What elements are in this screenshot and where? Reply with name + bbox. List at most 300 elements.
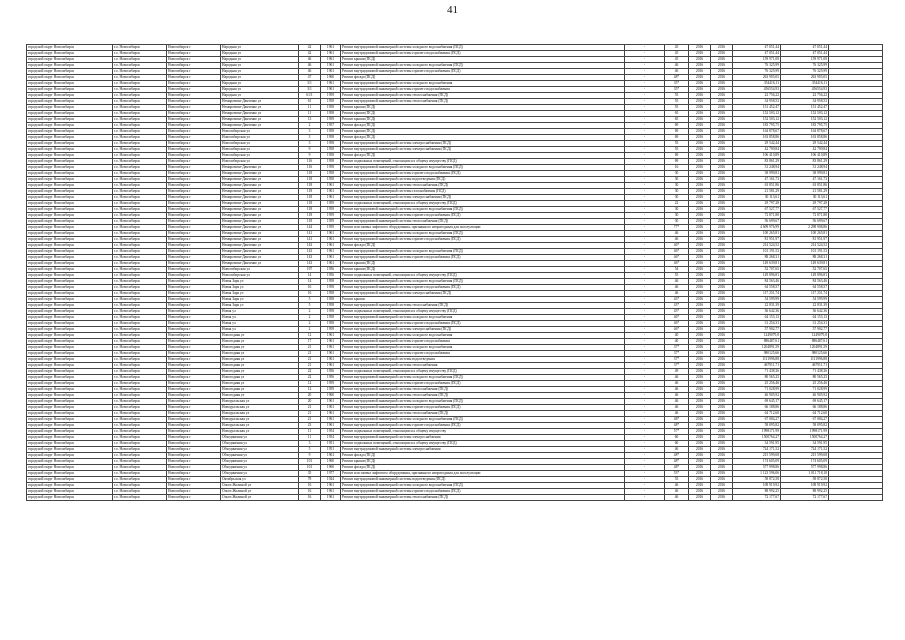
cell-f: 1958	[321, 141, 341, 147]
cell-h: -	[625, 99, 665, 105]
cell-i: 30	[665, 219, 689, 225]
cell-c: Новосибирск г	[167, 117, 221, 123]
cell-l: 76 325,99	[733, 69, 781, 75]
cell-i: 46	[665, 231, 689, 237]
cell-h: -	[625, 387, 665, 393]
cell-h: -	[625, 381, 665, 387]
cell-i: 46	[665, 447, 689, 453]
cell-e: 9	[299, 147, 321, 153]
cell-d: Немировича-Данченко ул	[221, 189, 299, 195]
cell-e: 46	[299, 69, 321, 75]
cell-g: Ремонт подвальных помещений, относящихся к общему имуществу (ПСД)	[341, 369, 625, 375]
cell-m: 72 871,88	[781, 213, 829, 219]
cell-m: 66 188,86	[781, 405, 829, 411]
cell-b: г.о. Новосибирск	[113, 381, 167, 387]
cell-d: Новогодняя ул	[221, 333, 299, 339]
cell-m: 100 265,81	[781, 231, 829, 237]
cell-l: 67 527,77	[733, 207, 781, 213]
cell-l: 215 599,68	[733, 453, 781, 459]
cell-c: Новосибирск г	[167, 159, 221, 165]
cell-i: 46	[665, 279, 689, 285]
cell-f: 1961	[321, 399, 341, 405]
cell-j: 2016	[689, 447, 711, 453]
cell-c: Новосибирск г	[167, 435, 221, 441]
cell-h: -	[625, 201, 665, 207]
cell-i: 48*	[665, 417, 689, 423]
cell-m: 34 591,95	[781, 441, 829, 447]
cell-e: 61	[299, 99, 321, 105]
cell-k: 2016	[711, 105, 733, 111]
cell-i: 55	[665, 93, 689, 99]
cell-f: 1961	[321, 195, 341, 201]
cell-g: Ремонт внутридомовой инженерной системы газоснабжения (ПСД)	[341, 189, 625, 195]
cell-c: Новосибирск г	[167, 183, 221, 189]
cell-d: Новая Заря ул	[221, 279, 299, 285]
cell-i: 46	[665, 489, 689, 495]
cell-g: Ремонт внутридомовой инженерной системы горячего водоснабжения (ПСД)	[341, 321, 625, 327]
cell-m: 81 951,97	[781, 237, 829, 243]
cell-j: 2016	[689, 75, 711, 81]
cell-g: Ремонт внутридомовой инженерной системы теплоснабжения (ПСД)	[341, 387, 625, 393]
cell-f: 1958	[321, 303, 341, 309]
cell-l: 34 591,95	[733, 441, 781, 447]
cell-i: 48*	[665, 75, 689, 81]
cell-j: 2016	[689, 147, 711, 153]
cell-f: 1961	[321, 345, 341, 351]
cell-g: Ремонт крыши	[341, 297, 625, 303]
cell-h: -	[625, 465, 665, 471]
cell-h: -	[625, 219, 665, 225]
cell-m: 151 452,47	[781, 105, 829, 111]
cell-e: 3	[299, 135, 321, 141]
cell-e: 21	[299, 351, 321, 357]
cell-f: 1954	[321, 429, 341, 435]
cell-k: 2016	[711, 141, 733, 147]
cell-a: городской округ Новосибирск	[27, 327, 113, 333]
cell-i: 46	[665, 483, 689, 489]
cell-i: 55	[665, 105, 689, 111]
cell-l: 47 051,44	[733, 51, 781, 57]
cell-i: 43*	[665, 303, 689, 309]
cell-e: 2	[299, 321, 321, 327]
cell-m: 2 298 908,86	[781, 225, 829, 231]
cell-m: 57 902,77	[781, 327, 829, 333]
cell-k: 2016	[711, 393, 733, 399]
cell-m: 159 971,08	[781, 57, 829, 63]
cell-j: 2016	[689, 303, 711, 309]
cell-c: Новосибирск г	[167, 447, 221, 453]
cell-k: 2016	[711, 171, 733, 177]
cell-h: -	[625, 183, 665, 189]
cell-b: г.о. Новосибирск	[113, 369, 167, 375]
cell-a: городской округ Новосибирск	[27, 111, 113, 117]
cell-j: 2016	[689, 429, 711, 435]
cell-j: 2016	[689, 57, 711, 63]
cell-i: 40	[665, 333, 689, 339]
cell-k: 2016	[711, 405, 733, 411]
cell-c: Новосибирск г	[167, 351, 221, 357]
cell-b: г.о. Новосибирск	[113, 447, 167, 453]
cell-h: -	[625, 81, 665, 87]
cell-h: -	[625, 399, 665, 405]
cell-a: городской округ Новосибирск	[27, 453, 113, 459]
cell-b: г.о. Новосибирск	[113, 195, 167, 201]
cell-k: 2016	[711, 375, 733, 381]
cell-j: 2016	[689, 219, 711, 225]
cell-l: 1249079,8	[733, 333, 781, 339]
cell-c: Новосибирск г	[167, 327, 221, 333]
cell-k: 2016	[711, 189, 733, 195]
cell-b: г.о. Новосибирск	[113, 153, 167, 159]
cell-i: 30	[665, 213, 689, 219]
cell-f: 1961	[321, 45, 341, 51]
cell-h: -	[625, 363, 665, 369]
cell-g: Ремонт или замена лифтового оборудования, признанного непригодным для эксплуатации	[341, 471, 625, 477]
cell-k: 2016	[711, 291, 733, 297]
cell-d: Новая Заря ул	[221, 285, 299, 291]
cell-b: г.о. Новосибирск	[113, 351, 167, 357]
cell-e: 46	[299, 57, 321, 63]
cell-f: 1960	[321, 75, 341, 81]
cell-a: городской округ Новосибирск	[27, 411, 113, 417]
cell-e: 11	[299, 435, 321, 441]
cell-a: городской округ Новосибирск	[27, 309, 113, 315]
cell-f: 1961	[321, 489, 341, 495]
cell-g: Ремонт крыши (ПСД)	[341, 111, 625, 117]
cell-m: 42 709,84	[781, 147, 829, 153]
cell-i: 46*	[665, 321, 689, 327]
cell-c: Новосибирск г	[167, 141, 221, 147]
cell-k: 2016	[711, 153, 733, 159]
cell-f: 1958	[321, 177, 341, 183]
cell-e: 2	[299, 309, 321, 315]
cell-m: 1998171,99	[781, 429, 829, 435]
cell-e: 13	[299, 117, 321, 123]
cell-f: 1958	[321, 99, 341, 105]
cell-b: г.о. Новосибирск	[113, 183, 167, 189]
cell-h: -	[625, 447, 665, 453]
cell-e: 12	[299, 333, 321, 339]
cell-h: -	[625, 63, 665, 69]
cell-i: 30	[665, 171, 689, 177]
cell-k: 2016	[711, 297, 733, 303]
cell-m: 67 527,77	[781, 207, 829, 213]
cell-g: Ремонт внутридомовой инженерной системы теплоснабжения (ПСД)	[341, 99, 625, 105]
cell-j: 2016	[689, 165, 711, 171]
cell-m: 164 878,67	[781, 129, 829, 135]
cell-l: 66 188,86	[733, 405, 781, 411]
cell-h: -	[625, 393, 665, 399]
cell-d: Немировича-Данченко ул	[221, 231, 299, 237]
cell-i: 55	[665, 99, 689, 105]
cell-c: Новосибирск г	[167, 177, 221, 183]
cell-l: 46 905,92	[733, 393, 781, 399]
cell-a: городской округ Новосибирск	[27, 429, 113, 435]
cell-h: -	[625, 261, 665, 267]
cell-m: 83 861,29	[781, 159, 829, 165]
cell-g: Ремонт внутридомовой инженерной системы электроснабжения (ПСД)	[341, 147, 625, 153]
cell-m: 263 905,05	[781, 75, 829, 81]
cell-b: г.о. Новосибирск	[113, 111, 167, 117]
cell-c: Новосибирск г	[167, 309, 221, 315]
cell-m: 31 254,31	[781, 321, 829, 327]
cell-g: Ремонт внутридомовой инженерной системы холодного водоснабжения (ПСД)	[341, 279, 625, 285]
cell-l: 100 265,81	[733, 231, 781, 237]
cell-h: -	[625, 123, 665, 129]
cell-b: г.о. Новосибирск	[113, 231, 167, 237]
cell-k: 2016	[711, 303, 733, 309]
cell-b: г.о. Новосибирск	[113, 327, 167, 333]
cell-i: 16	[665, 165, 689, 171]
cell-d: Немировича-Данченко ул	[221, 207, 299, 213]
cell-f: 1959	[321, 327, 341, 333]
cell-g: Ремонт внутридомовой инженерной системы теплоснабжения (ПСД)	[341, 393, 625, 399]
cell-i: 65	[665, 111, 689, 117]
cell-j: 2016	[689, 405, 711, 411]
cell-c: Новосибирск г	[167, 225, 221, 231]
cell-k: 2016	[711, 183, 733, 189]
cell-j: 2016	[689, 411, 711, 417]
cell-b: г.о. Новосибирск	[113, 429, 167, 435]
cell-m: 64 712,60	[781, 411, 829, 417]
cell-g: Ремонт внутридомовой инженерной системы теплоснабжения (ПСД)	[341, 219, 625, 225]
cell-l: 980125,66	[733, 351, 781, 357]
cell-i: 45	[665, 45, 689, 51]
cell-g: Ремонт внутридомовой инженерной системы электроснабжения	[341, 447, 625, 453]
cell-d: Новосибирская ул	[221, 129, 299, 135]
cell-h: -	[625, 117, 665, 123]
cell-g: Ремонт внутридомовой инженерной системы горячего водоснабжения (ПСД)	[341, 423, 625, 429]
cell-g: Ремонт внутридомовой инженерной системы горячего водоснабжения	[341, 87, 625, 93]
cell-f: 1958	[321, 291, 341, 297]
cell-k: 2016	[711, 123, 733, 129]
cell-f: 1957	[321, 123, 341, 129]
cell-e: 118	[299, 195, 321, 201]
cell-f: 1961	[321, 57, 341, 63]
cell-e: 118	[299, 177, 321, 183]
cell-a: городской округ Новосибирск	[27, 489, 113, 495]
cell-g: Ремонт внутридомовой инженерной системы водоотведения (ПСД)	[341, 177, 625, 183]
cell-a: городской округ Новосибирск	[27, 417, 113, 423]
cell-j: 2016	[689, 129, 711, 135]
cell-b: г.о. Новосибирск	[113, 393, 167, 399]
cell-g: Ремонт крыши (ПСД)	[341, 267, 625, 273]
cell-c: Новосибирск г	[167, 483, 221, 489]
cell-a: городской округ Новосибирск	[27, 207, 113, 213]
cell-c: Новосибирск г	[167, 471, 221, 477]
cell-f: 1961	[321, 51, 341, 57]
cell-e: 118	[299, 171, 321, 177]
cell-b: г.о. Новосибирск	[113, 219, 167, 225]
cell-e: 143	[299, 261, 321, 267]
cell-m: 980125,66	[781, 351, 829, 357]
cell-h: -	[625, 231, 665, 237]
cell-h: -	[625, 153, 665, 159]
cell-a: городской округ Новосибирск	[27, 291, 113, 297]
cell-d: Немировича-Данченко ул	[221, 243, 299, 249]
cell-m: 76 325,99	[781, 63, 829, 69]
cell-b: г.о. Новосибирск	[113, 75, 167, 81]
cell-h: -	[625, 237, 665, 243]
cell-d: Немировича-Данченко ул	[221, 237, 299, 243]
cell-d: Немировича-Данченко ул	[221, 171, 299, 177]
cell-l: 47 161,73	[733, 177, 781, 183]
cell-l: 64 153,13	[733, 315, 781, 321]
cell-f: 1959	[321, 225, 341, 231]
cell-m: 47 161,73	[781, 177, 829, 183]
cell-d: Немировича-Данченко ул	[221, 219, 299, 225]
cell-f: 1958	[321, 279, 341, 285]
cell-d: Новогодняя ул	[221, 375, 299, 381]
cell-i: 22	[665, 201, 689, 207]
cell-l: 159 971,08	[733, 57, 781, 63]
cell-m: 25 256,46	[781, 381, 829, 387]
cell-g: Ремонт внутридомовой инженерной системы холодного водоснабжения (ПСД)	[341, 399, 625, 405]
cell-h: -	[625, 195, 665, 201]
cell-h: -	[625, 57, 665, 63]
cell-h: -	[625, 357, 665, 363]
cell-k: 2016	[711, 213, 733, 219]
cell-j: 2016	[689, 117, 711, 123]
cell-c: Новосибирск г	[167, 195, 221, 201]
cell-i: 37*	[665, 351, 689, 357]
cell-e: 116	[299, 165, 321, 171]
cell-l: 1204891,59	[733, 345, 781, 351]
cell-b: г.о. Новосибирск	[113, 207, 167, 213]
cell-g: Ремонт фасада (ПСД)	[341, 123, 625, 129]
cell-i: 35*	[665, 87, 689, 93]
cell-k: 2016	[711, 249, 733, 255]
cell-l: 151 452,47	[733, 105, 781, 111]
cell-c: Новосибирск г	[167, 411, 221, 417]
cell-e: 116	[299, 159, 321, 165]
cell-c: Новосибирск г	[167, 213, 221, 219]
cell-m: 56 699,67	[781, 219, 829, 225]
cell-a: городской округ Новосибирск	[27, 261, 113, 267]
cell-i: 55	[665, 273, 689, 279]
cell-f: 1924	[321, 477, 341, 483]
cell-e: 14	[299, 273, 321, 279]
cell-d: Народная ул	[221, 75, 299, 81]
cell-b: г.о. Новосибирск	[113, 441, 167, 447]
table-body	[27, 45, 883, 501]
cell-d: Новая ул	[221, 321, 299, 327]
cell-a: городской округ Новосибирск	[27, 357, 113, 363]
cell-a: городской округ Новосибирск	[27, 375, 113, 381]
cell-g: Ремонт внутридомовой инженерной системы холодного водоснабжения (ПСД)	[341, 231, 625, 237]
cell-k: 2016	[711, 177, 733, 183]
cell-e: 23	[299, 423, 321, 429]
cell-k: 2016	[711, 345, 733, 351]
cell-a: городской округ Новосибирск	[27, 471, 113, 477]
cell-e: 5	[299, 297, 321, 303]
cell-i: 49	[665, 369, 689, 375]
cell-g: Ремонт крыши (ПСД)	[341, 57, 625, 63]
cell-l: 149 639,81	[733, 261, 781, 267]
cell-b: г.о. Новосибирск	[113, 387, 167, 393]
cell-i: 57*	[665, 429, 689, 435]
cell-k: 2016	[711, 159, 733, 165]
cell-c: Новосибирск г	[167, 303, 221, 309]
cell-g: Ремонт внутридомовой инженерной системы горячего водоснабжения (ПСД)	[341, 405, 625, 411]
cell-c: Новосибирск г	[167, 165, 221, 171]
cell-e: 42	[299, 51, 321, 57]
cell-k: 2016	[711, 459, 733, 465]
cell-i: 37*	[665, 345, 689, 351]
cell-e: 11	[299, 105, 321, 111]
cell-m: 88 992,25	[781, 489, 829, 495]
cell-d: Объединения ул	[221, 435, 299, 441]
cell-b: г.о. Новосибирск	[113, 201, 167, 207]
cell-c: Новосибирск г	[167, 333, 221, 339]
cell-e: 16	[299, 291, 321, 297]
cell-l: 88 992,25	[733, 489, 781, 495]
cell-b: г.о. Новосибирск	[113, 105, 167, 111]
cell-k: 2016	[711, 471, 733, 477]
cell-f: 1961	[321, 495, 341, 501]
cell-k: 2016	[711, 69, 733, 75]
cell-b: г.о. Новосибирск	[113, 459, 167, 465]
cell-a: городской округ Новосибирск	[27, 129, 113, 135]
cell-k: 2016	[711, 255, 733, 261]
cell-j: 2016	[689, 321, 711, 327]
cell-k: 2016	[711, 483, 733, 489]
cell-d: Народная ул	[221, 87, 299, 93]
cell-k: 2016	[711, 99, 733, 105]
cell-a: городской округ Новосибирск	[27, 75, 113, 81]
cell-i: 46	[665, 399, 689, 405]
cell-j: 2016	[689, 291, 711, 297]
cell-a: городской округ Новосибирск	[27, 147, 113, 153]
cell-i: 40	[665, 339, 689, 345]
cell-l: 52 707,65	[733, 267, 781, 273]
cell-d: Народная ул	[221, 63, 299, 69]
cell-l: 36 642,36	[733, 309, 781, 315]
cell-a: городской округ Новосибирск	[27, 243, 113, 249]
cell-f: 1961	[321, 255, 341, 261]
cell-c: Новосибирск г	[167, 321, 221, 327]
cell-h: -	[625, 351, 665, 357]
cell-e: 21	[299, 345, 321, 351]
cell-b: г.о. Новосибирск	[113, 357, 167, 363]
cell-j: 2016	[689, 399, 711, 405]
cell-i: 46*	[665, 243, 689, 249]
cell-k: 2016	[711, 369, 733, 375]
cell-b: г.о. Новосибирск	[113, 303, 167, 309]
cell-j: 2016	[689, 327, 711, 333]
cell-e: 22	[299, 369, 321, 375]
cell-k: 2016	[711, 45, 733, 51]
cell-d: Новая ул	[221, 327, 299, 333]
cell-h: -	[625, 471, 665, 477]
cell-e: 9	[299, 153, 321, 159]
cell-d: Объединения ул	[221, 453, 299, 459]
cell-a: городской округ Новосибирск	[27, 159, 113, 165]
cell-f: 1959	[321, 219, 341, 225]
cell-g: Ремонт внутридомовой инженерной системы горячего водоснабжения (ПСД)	[341, 255, 625, 261]
cell-m: 174 605,09	[781, 459, 829, 465]
cell-k: 2016	[711, 285, 733, 291]
cell-l: 58 872,58	[733, 477, 781, 483]
cell-f: 1961	[321, 339, 341, 345]
cell-k: 2016	[711, 429, 733, 435]
cell-m: 80 565,25	[781, 375, 829, 381]
cell-f: 1961	[321, 249, 341, 255]
cell-a: городской округ Новосибирск	[27, 465, 113, 471]
cell-g: Ремонт внутридомовой инженерной системы горячего водоснабжения (ПСД)	[341, 69, 625, 75]
cell-i: 43*	[665, 309, 689, 315]
cell-h: -	[625, 459, 665, 465]
